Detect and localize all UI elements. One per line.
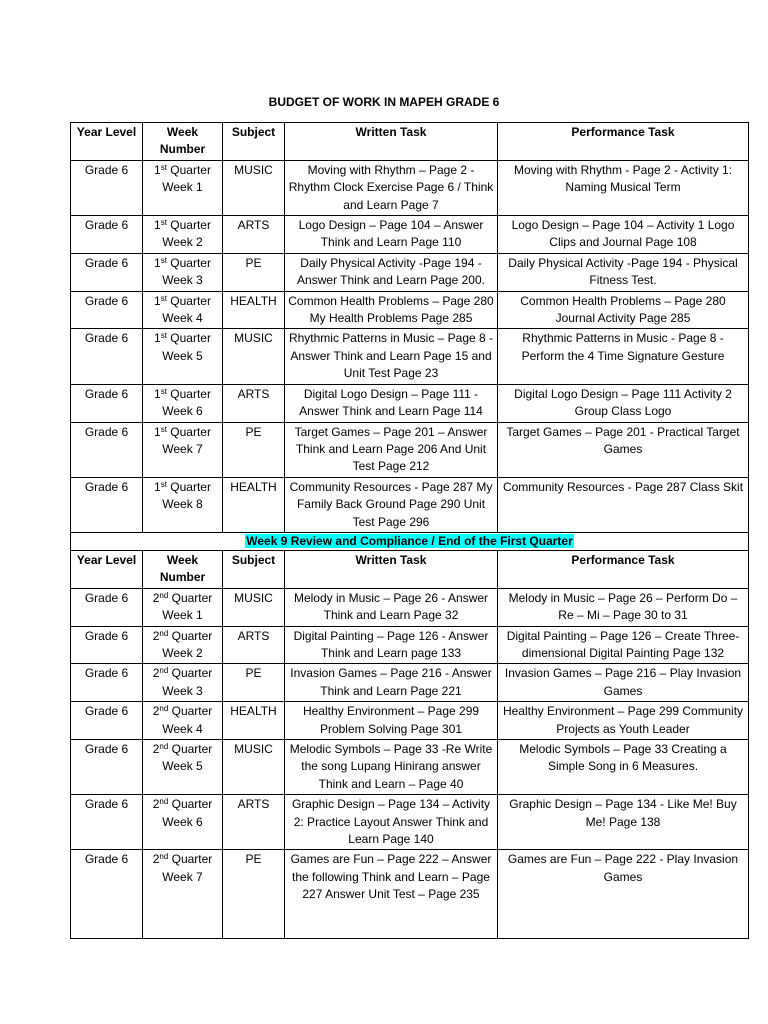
week-label: Week 1 bbox=[162, 608, 203, 623]
week-number-cell bbox=[143, 160, 223, 215]
table-row bbox=[71, 740, 749, 795]
table-row bbox=[71, 216, 749, 254]
quarter-number: 2 bbox=[152, 704, 160, 719]
performance-task-cell: Melodic Symbols – Page 33 Creating a Simple Song in 6 Measures. bbox=[498, 740, 749, 795]
quarter-word: Quarter bbox=[168, 852, 213, 867]
performance-task-cell: Community Resources - Page 287 Class Skit bbox=[498, 477, 749, 532]
quarter-word: Quarter bbox=[166, 386, 211, 401]
quarter-ordinal: st bbox=[160, 479, 167, 489]
written-task-cell: Logo Design – Page 104 – Answer Think and Learn Page 110 bbox=[285, 216, 498, 254]
subject-cell: ARTS bbox=[223, 216, 285, 254]
week-number-cell bbox=[143, 740, 223, 795]
quarter-word: Quarter bbox=[166, 293, 211, 308]
subject-cell: MUSIC bbox=[223, 588, 285, 626]
week-number-cell bbox=[143, 850, 223, 939]
quarter-number: 1 bbox=[154, 255, 161, 270]
week-label: Week 4 bbox=[162, 721, 203, 736]
quarter-ordinal: st bbox=[160, 386, 167, 396]
quarter-word: Quarter bbox=[168, 797, 213, 812]
table-row bbox=[71, 588, 749, 626]
week-label: Week 3 bbox=[162, 273, 203, 288]
week-number-cell bbox=[143, 702, 223, 740]
quarter-number: 2 bbox=[152, 742, 160, 756]
performance-task-cell: Daily Physical Activity -Page 194 - Physical Fitness Test. bbox=[498, 253, 749, 291]
year-level-cell: Grade 6 bbox=[71, 850, 143, 939]
quarter-word: Quarter bbox=[168, 590, 213, 605]
written-task-cell: Melody in Music – Page 26 - Answer Think and Learn Page 32 bbox=[285, 588, 498, 626]
quarter-number: 1 bbox=[154, 218, 161, 233]
week-label: Week 2 bbox=[162, 645, 203, 660]
header-performance-task: Performance Task bbox=[498, 550, 749, 588]
quarter-word: Quarter bbox=[166, 424, 211, 439]
year-level-cell: Grade 6 bbox=[71, 253, 143, 291]
year-level-cell: Grade 6 bbox=[71, 588, 143, 626]
table-row bbox=[71, 702, 749, 740]
budget-table bbox=[70, 122, 749, 939]
quarter-ordinal: nd bbox=[159, 628, 169, 638]
table-row bbox=[71, 384, 749, 422]
quarter-number: 1 bbox=[154, 386, 161, 401]
header-written-task: Written Task bbox=[285, 550, 498, 588]
week-number-cell bbox=[143, 795, 223, 850]
week-number-cell bbox=[143, 477, 223, 532]
subject-cell: PE bbox=[223, 664, 285, 702]
written-task-cell: Digital Painting – Page 126 - Answer Think and Learn page 133 bbox=[285, 626, 498, 664]
quarter-end-banner-row bbox=[71, 532, 749, 550]
quarter-ordinal: st bbox=[160, 255, 167, 265]
table-row bbox=[71, 160, 749, 215]
quarter-ordinal: nd bbox=[159, 742, 169, 751]
document-title: BUDGET OF WORK IN MAPEH GRADE 6 bbox=[268, 95, 500, 109]
written-task-cell: Digital Logo Design – Page 111 - Answer Think and Learn Page 114 bbox=[285, 384, 498, 422]
quarter-word: Quarter bbox=[168, 742, 213, 756]
subject-cell: HEALTH bbox=[223, 702, 285, 740]
written-task-cell: Invasion Games – Page 216 - Answer Think and Learn Page 221 bbox=[285, 664, 498, 702]
subject-cell: ARTS bbox=[223, 626, 285, 664]
year-level-cell: Grade 6 bbox=[71, 795, 143, 850]
table-row bbox=[71, 329, 749, 384]
quarter-number: 2 bbox=[152, 590, 160, 605]
header-week-number: Week Number bbox=[143, 550, 223, 588]
performance-task-cell: Healthy Environment – Page 299 Community Projects as Youth Leader bbox=[498, 702, 749, 740]
written-task-cell: Graphic Design – Page 134 – Activity 2: Practice Layout Answer Think and Learn Page 140 bbox=[285, 795, 498, 850]
quarter-number: 2 bbox=[152, 628, 160, 643]
year-level-cell: Grade 6 bbox=[71, 216, 143, 254]
quarter-ordinal: st bbox=[160, 424, 167, 434]
year-level-cell: Grade 6 bbox=[71, 477, 143, 532]
performance-task-cell: Graphic Design – Page 134 - Like Me! Buy Me! Page 138 bbox=[498, 795, 749, 850]
subject-cell: MUSIC bbox=[223, 740, 285, 795]
performance-task-cell: Logo Design – Page 104 – Activity 1 Logo Clips and Journal Page 108 bbox=[498, 216, 749, 254]
quarter-number: 1 bbox=[154, 293, 161, 308]
quarter-number: 2 bbox=[152, 797, 160, 812]
performance-task-cell: Target Games – Page 201 - Practical Target Games bbox=[498, 422, 749, 477]
year-level-cell: Grade 6 bbox=[71, 422, 143, 477]
performance-task-cell: Common Health Problems – Page 280 Journal Activity Page 285 bbox=[498, 291, 749, 329]
header-performance-task: Performance Task bbox=[498, 123, 749, 161]
written-task-cell: Daily Physical Activity -Page 194 - Answer Think and Learn Page 200. bbox=[285, 253, 498, 291]
quarter-number: 1 bbox=[154, 424, 161, 439]
quarter-word: Quarter bbox=[168, 666, 213, 681]
week-label: Week 1 bbox=[162, 180, 203, 195]
week-label: Week 8 bbox=[162, 497, 203, 512]
quarter-ordinal: st bbox=[160, 218, 167, 228]
quarter-ordinal: st bbox=[160, 162, 167, 172]
quarter-word: Quarter bbox=[166, 218, 211, 233]
week-label: Week 5 bbox=[162, 759, 203, 774]
written-task-cell: Target Games – Page 201 – Answer Think and Learn Page 206 And Unit Test Page 212 bbox=[285, 422, 498, 477]
week-number-cell bbox=[143, 664, 223, 702]
header-week-number: Week Number bbox=[143, 123, 223, 161]
quarter-word: Quarter bbox=[166, 255, 211, 270]
week-number-cell bbox=[143, 253, 223, 291]
quarter-number: 1 bbox=[154, 331, 161, 346]
quarter-word: Quarter bbox=[166, 479, 211, 494]
week-number-cell bbox=[143, 626, 223, 664]
table-row bbox=[71, 850, 749, 939]
quarter-word: Quarter bbox=[168, 628, 213, 643]
subject-cell: MUSIC bbox=[223, 329, 285, 384]
subject-cell: MUSIC bbox=[223, 160, 285, 215]
header-year-level: Year Level bbox=[71, 550, 143, 588]
header-subject: Subject bbox=[223, 550, 285, 588]
performance-task-cell: Moving with Rhythm - Page 2 - Activity 1: Naming Musical Term bbox=[498, 160, 749, 215]
subject-cell: HEALTH bbox=[223, 291, 285, 329]
week-label: Week 7 bbox=[162, 441, 203, 456]
week-number-cell bbox=[143, 588, 223, 626]
subject-cell: PE bbox=[223, 850, 285, 939]
quarter-ordinal: nd bbox=[159, 852, 169, 862]
performance-task-cell: Games are Fun – Page 222 - Play Invasion Games bbox=[498, 850, 749, 939]
table-row bbox=[71, 422, 749, 477]
week-number-cell bbox=[143, 291, 223, 329]
quarter-ordinal: nd bbox=[159, 704, 169, 714]
quarter-ordinal: st bbox=[160, 293, 167, 303]
written-task-cell: Moving with Rhythm – Page 2 - Rhythm Clock Exercise Page 6 / Think and Learn Page 7 bbox=[285, 160, 498, 215]
written-task-cell: Melodic Symbols – Page 33 -Re Write the song Lupang Hinirang answer Think and Learn – Page 40 bbox=[285, 740, 498, 795]
week-label: Week 2 bbox=[162, 235, 203, 250]
quarter-number: 1 bbox=[154, 479, 161, 494]
performance-task-cell: Melody in Music – Page 26 – Perform Do – Re – Mi – Page 30 to 31 bbox=[498, 588, 749, 626]
header-row bbox=[71, 123, 749, 161]
year-level-cell: Grade 6 bbox=[71, 664, 143, 702]
written-task-cell: Games are Fun – Page 222 – Answer the following Think and Learn – Page 227 Answer Unit Test – Page 235 bbox=[285, 850, 498, 939]
header-row bbox=[71, 550, 749, 588]
written-task-cell: Community Resources - Page 287 My Family Back Ground Page 290 Unit Test Page 296 bbox=[285, 477, 498, 532]
week-label: Week 6 bbox=[162, 814, 203, 829]
quarter-end-banner-cell bbox=[71, 532, 749, 550]
header-year-level: Year Level bbox=[71, 123, 143, 161]
table-row bbox=[71, 291, 749, 329]
written-task-cell: Common Health Problems – Page 280 My Health Problems Page 285 bbox=[285, 291, 498, 329]
week-number-cell bbox=[143, 422, 223, 477]
performance-task-cell: Digital Logo Design – Page 111 Activity 2 Group Class Logo bbox=[498, 384, 749, 422]
week-label: Week 7 bbox=[162, 869, 203, 884]
quarter-word: Quarter bbox=[166, 331, 211, 346]
quarter-word: Quarter bbox=[168, 704, 213, 719]
subject-cell: PE bbox=[223, 253, 285, 291]
year-level-cell: Grade 6 bbox=[71, 626, 143, 664]
subject-cell: ARTS bbox=[223, 384, 285, 422]
header-written-task: Written Task bbox=[285, 123, 498, 161]
performance-task-cell: Digital Painting – Page 126 – Create Three-dimensional Digital Painting Page 132 bbox=[498, 626, 749, 664]
year-level-cell: Grade 6 bbox=[71, 329, 143, 384]
performance-task-cell: Invasion Games – Page 216 – Play Invasion Games bbox=[498, 664, 749, 702]
table-row bbox=[71, 795, 749, 850]
year-level-cell: Grade 6 bbox=[71, 740, 143, 795]
quarter-ordinal: nd bbox=[159, 666, 169, 676]
subject-cell: HEALTH bbox=[223, 477, 285, 532]
week-label: Week 6 bbox=[162, 404, 203, 419]
week-number-cell bbox=[143, 384, 223, 422]
week-label: Week 3 bbox=[162, 683, 203, 698]
week-number-cell bbox=[143, 329, 223, 384]
week-number-cell bbox=[143, 216, 223, 254]
year-level-cell: Grade 6 bbox=[71, 702, 143, 740]
table-row bbox=[71, 664, 749, 702]
table-row bbox=[71, 253, 749, 291]
quarter-number: 1 bbox=[154, 162, 161, 177]
written-task-cell: Healthy Environment – Page 299 Problem Solving Page 301 bbox=[285, 702, 498, 740]
quarter-ordinal: st bbox=[160, 331, 167, 341]
quarter-number: 2 bbox=[152, 666, 160, 681]
quarter-ordinal: nd bbox=[159, 590, 169, 600]
performance-task-cell: Rhythmic Patterns in Music - Page 8 - Perform the 4 Time Signature Gesture bbox=[498, 329, 749, 384]
table-row bbox=[71, 626, 749, 664]
year-level-cell: Grade 6 bbox=[71, 160, 143, 215]
header-subject: Subject bbox=[223, 123, 285, 161]
year-level-cell: Grade 6 bbox=[71, 384, 143, 422]
quarter-end-banner: Week 9 Review and Compliance / End of the First Quarter bbox=[246, 533, 573, 548]
week-label: Week 5 bbox=[162, 348, 203, 363]
quarter-number: 2 bbox=[152, 852, 160, 867]
week-label: Week 4 bbox=[162, 311, 203, 326]
written-task-cell: Rhythmic Patterns in Music – Page 8 - Answer Think and Learn Page 15 and Unit Test Page 23 bbox=[285, 329, 498, 384]
year-level-cell: Grade 6 bbox=[71, 291, 143, 329]
subject-cell: ARTS bbox=[223, 795, 285, 850]
quarter-word: Quarter bbox=[166, 162, 211, 177]
subject-cell: PE bbox=[223, 422, 285, 477]
quarter-ordinal: nd bbox=[159, 797, 169, 807]
table-row bbox=[71, 477, 749, 532]
